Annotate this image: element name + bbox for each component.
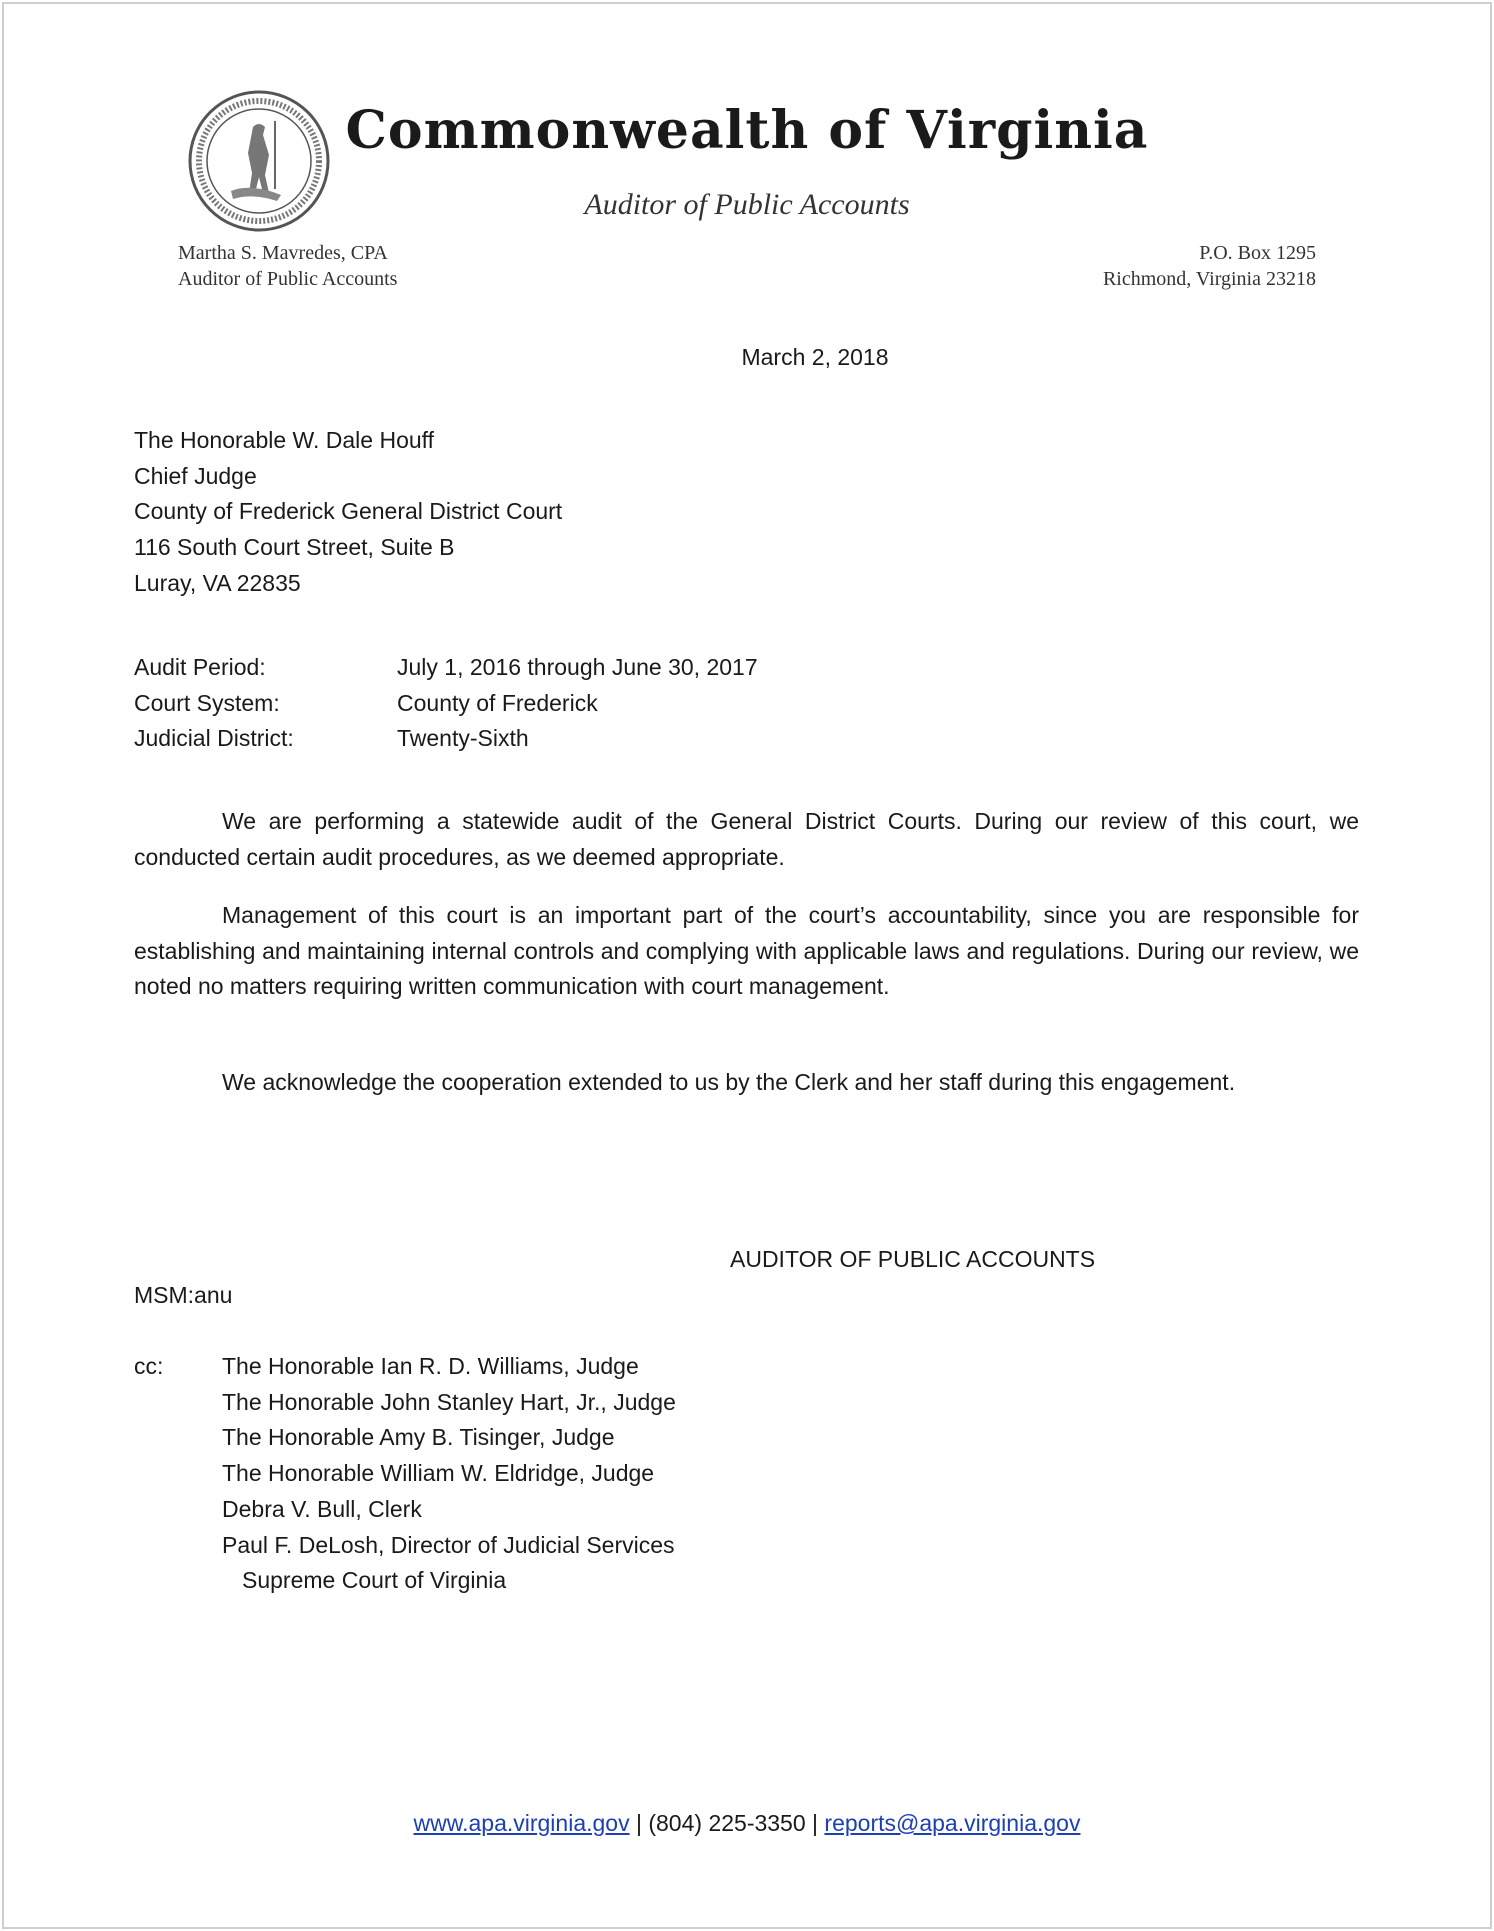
- detail-value: Twenty-Sixth: [397, 725, 529, 752]
- footer-separator: |: [812, 1810, 819, 1836]
- audit-details: [134, 650, 758, 757]
- recipient-line: The Honorable W. Dale Houff: [134, 427, 435, 453]
- po-box: P.O. Box 1295: [1199, 242, 1316, 264]
- paragraph: We acknowledge the cooperation extended to us by the Clerk and her staff during this engagement.: [222, 1069, 1236, 1095]
- recipient-line: 116 South Court Street, Suite B: [134, 534, 455, 561]
- signature-block: AUDITOR OF PUBLIC ACCOUNTS: [730, 1246, 1096, 1272]
- footer: [0, 1806, 1494, 1842]
- detail-label: Audit Period:: [134, 654, 266, 680]
- cc-item-continuation: Supreme Court of Virginia: [242, 1567, 507, 1594]
- detail-value: County of Frederick: [397, 689, 598, 716]
- footer-phone: (804) 225-3350: [648, 1810, 806, 1836]
- cc-item: The Honorable Amy B. Tisinger, Judge: [222, 1424, 615, 1451]
- letterhead-title: Commonwealth of Virginia: [345, 100, 1149, 161]
- cc-item: The Honorable John Stanley Hart, Jr., Judge: [222, 1388, 676, 1415]
- cc-item: Paul F. DeLosh, Director of Judicial Services: [222, 1531, 675, 1558]
- recipient-line: Luray, VA 22835: [134, 569, 301, 596]
- email-link[interactable]: reports@apa.virginia.gov: [824, 1810, 1081, 1836]
- cc-item: The Honorable William W. Eldridge, Judge: [222, 1460, 655, 1487]
- city-state-zip: Richmond, Virginia 23218: [1102, 268, 1316, 290]
- initials: MSM:anu: [134, 1282, 233, 1308]
- footer-separator: |: [635, 1810, 642, 1836]
- sender-address: [178, 240, 397, 292]
- sender-name: Martha S. Mavredes, CPA: [178, 242, 388, 264]
- sender-title: Auditor of Public Accounts: [178, 268, 398, 290]
- recipient-block: [134, 423, 562, 602]
- cc-item: Debra V. Bull, Clerk: [222, 1495, 422, 1522]
- website-link[interactable]: www.apa.virginia.gov: [413, 1810, 630, 1836]
- detail-label: Judicial District:: [134, 725, 294, 752]
- recipient-line: Chief Judge: [134, 462, 257, 489]
- recipient-line: County of Frederick General District Court: [134, 498, 563, 525]
- detail-label: Court System:: [134, 689, 280, 716]
- cc-item: The Honorable Ian R. D. Williams, Judge: [222, 1353, 639, 1379]
- detail-value: July 1, 2016 through June 30, 2017: [397, 654, 758, 680]
- letterhead-subtitle: Auditor of Public Accounts: [584, 188, 910, 221]
- cc-list: [222, 1349, 676, 1599]
- office-address: [1103, 240, 1316, 292]
- paragraph: Management of this court is an important part of the court’s accountability, since you are responsible for establishing and maintaining internal controls and complying with applicable laws and regulations. During our review, we noted no matters requiring written communication with court management.: [134, 902, 1359, 1000]
- paragraph: We are performing a statewide audit of the General District Courts. During our review of this court, we conducted certain audit procedures, as we deemed appropriate.: [134, 808, 1359, 870]
- letter-date: March 2, 2018: [741, 344, 889, 370]
- cc-label: cc:: [134, 1353, 164, 1379]
